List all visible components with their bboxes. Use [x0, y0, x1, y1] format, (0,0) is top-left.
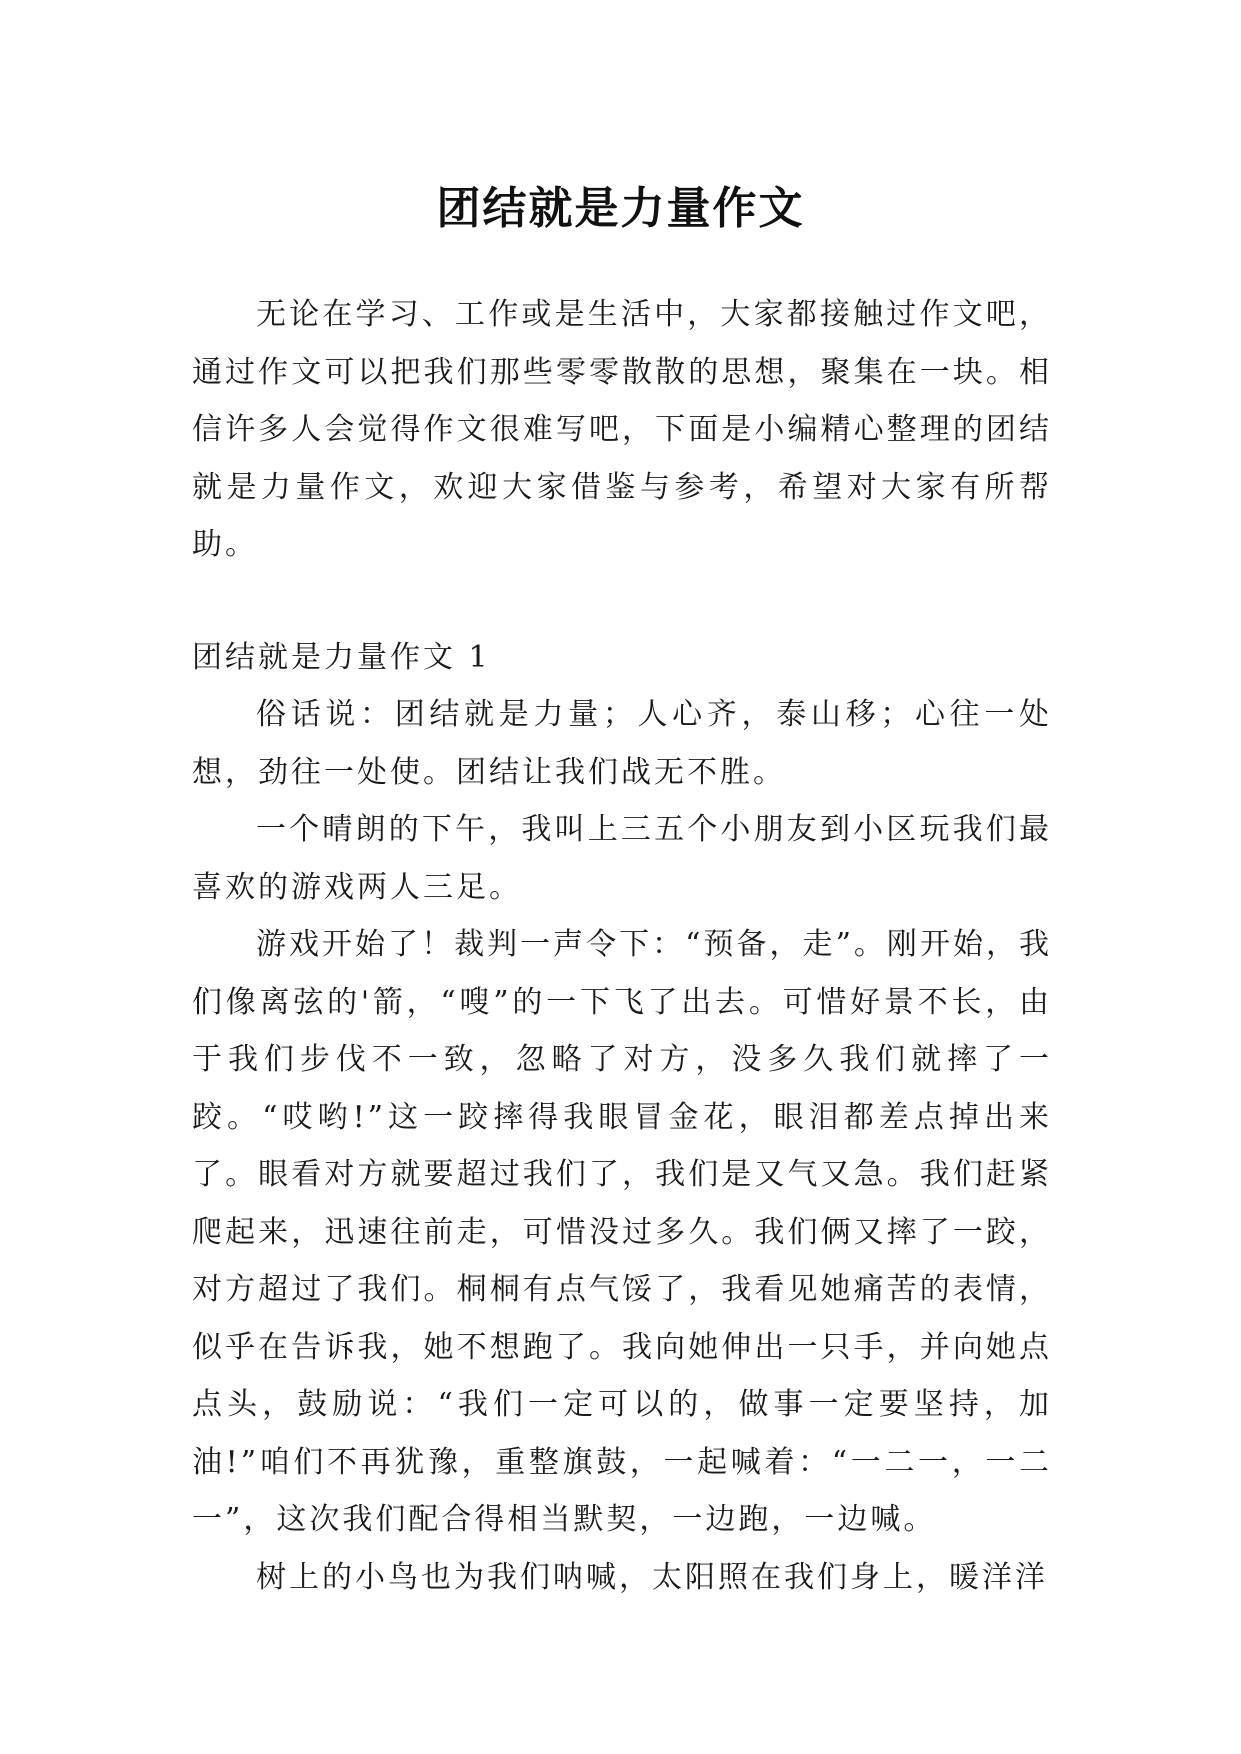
- document-title: 团结就是力量作文: [436, 183, 805, 235]
- body-paragraph-1: 俗话说：团结就是力量；人心齐，泰山移；心往一处想，劲往一处使。团结让我们战无不胜。: [192, 697, 1052, 790]
- body-paragraph-2: 一个晴朗的下午，我叫上三五个小朋友到小区玩我们最喜欢的游戏两人三足。: [192, 812, 1052, 905]
- section-heading: 团结就是力量作文 1: [192, 639, 491, 675]
- document-body: [192, 286, 1052, 1606]
- body-paragraph-4: 树上的小鸟也为我们呐喊，太阳照在我们身上，暖洋洋: [256, 1559, 1048, 1595]
- body-paragraph-3: 游戏开始了！裁判一声令下：“预备，走”。刚开始，我们像离弦的'箭，“嗖”的一下飞了出去。可惜好景不长，由于我们步伐不一致，忽略了对方，没多久我们就摔了一跤。“哎哟!”这一跤摔得我眼冒金花，眼泪都差点掉出来了。眼看对方就要超过我们了，我们是又气又急。我们赶紧爬起来，迅速往前走，可惜没过多久。我们俩又摔了一跤，对方超过了我们。桐桐有点气馁了，我看见她痛苦的表情，似乎在告诉我，她不想跑了。我向她伸出一只手，并向她点点头，鼓励说：“我们一定可以的，做事一定要坚持，加油!”咱们不再犹豫，重整旗鼓，一起喊着：“一二一，一二一”，这次我们配合得相当默契，一边跑，一边喊。: [192, 927, 1052, 1537]
- intro-paragraph: 无论在学习、工作或是生活中，大家都接触过作文吧，通过作文可以把我们那些零零散散的思想，聚集在一块。相信许多人会觉得作文很难写吧，下面是小编精心整理的团结就是力量作文，欢迎大家借鉴与参考，希望对大家有所帮助。: [192, 297, 1052, 562]
